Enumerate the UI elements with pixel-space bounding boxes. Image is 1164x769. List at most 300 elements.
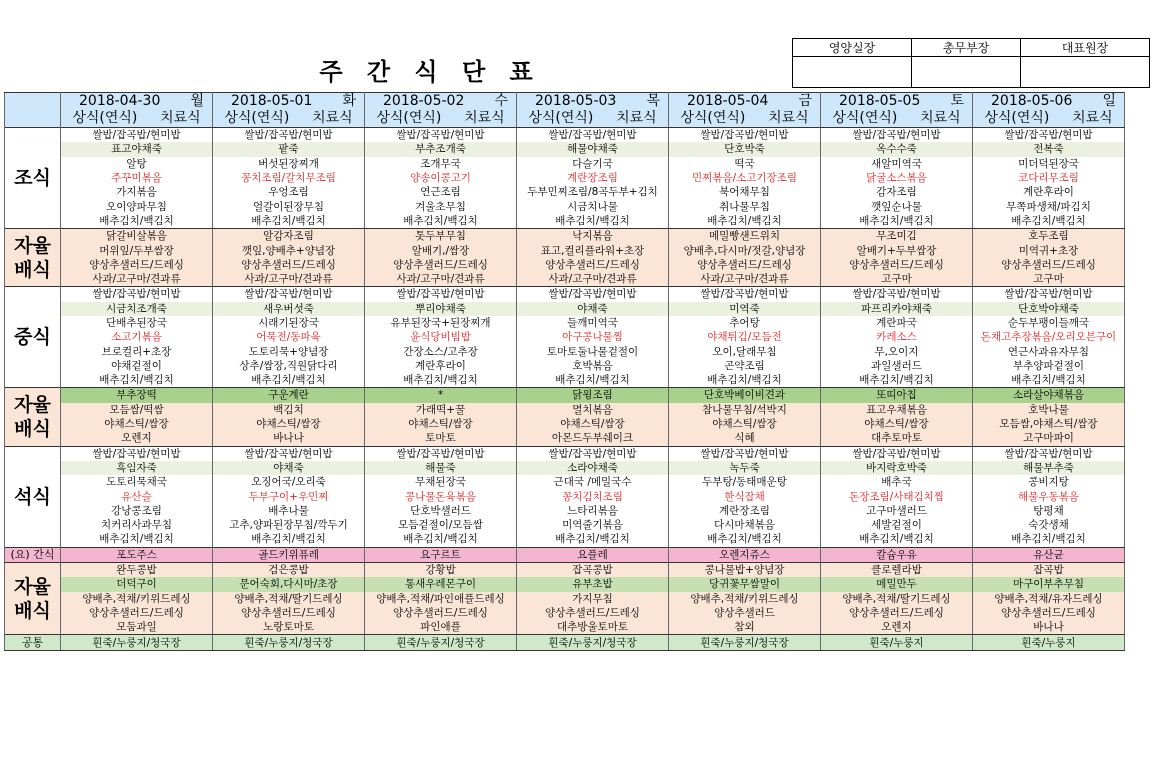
weekday-label: 수 — [494, 93, 508, 109]
diet-type-header — [517, 110, 669, 128]
diet-type-header — [365, 110, 517, 128]
menu-item: 고구마 — [973, 272, 1125, 287]
menu-item: 검은콩밥 — [213, 562, 365, 577]
menu-item: 쌀밥/잡곡밥/현미밥 — [365, 287, 517, 302]
menu-item: 표고,컬리플라워+초장 — [517, 243, 669, 257]
menu-item: 미역죽 — [669, 302, 821, 316]
menu-item: 양상추샐러드/드레싱 — [365, 606, 517, 620]
menu-item: 계란장조림 — [517, 171, 669, 185]
menu-item: 배추김치/백김치 — [821, 214, 973, 229]
menu-item: 칼슘우유 — [821, 547, 973, 562]
menu-item: 표고우채볶음 — [821, 403, 973, 417]
menu-item: 야채스틱/쌈장 — [669, 417, 821, 431]
menu-item: 대추토마토 — [821, 431, 973, 446]
meal-label: 자율배식 — [5, 562, 61, 634]
menu-item: 쌀밥/잡곡밥/현미밥 — [213, 446, 365, 461]
menu-item: 미역귀+초장 — [973, 243, 1125, 257]
menu-item: 배추김치/백김치 — [517, 373, 669, 388]
signature-cell — [1021, 57, 1150, 88]
menu-item: 양상추샐러드/드레싱 — [517, 258, 669, 272]
date-label: 2018-05-04 — [687, 93, 769, 109]
regular-diet-label: 상식(연식) — [528, 110, 594, 126]
menu-item: 유산균 — [973, 547, 1125, 562]
menu-item: 양상추샐러드 — [669, 606, 821, 620]
regular-diet-label: 상식(연식) — [680, 110, 746, 126]
menu-item: 오렌지 — [61, 431, 213, 446]
approval-box — [792, 38, 1150, 88]
menu-item: 새우버섯죽 — [213, 302, 365, 316]
menu-item: 파인애플 — [365, 620, 517, 635]
menu-item: 배추김치/백김치 — [669, 373, 821, 388]
menu-item: 마구이부추무침 — [973, 577, 1125, 591]
menu-item: 사과/고구마/견과류 — [517, 272, 669, 287]
menu-item: 당귀꽃무쌈말이 — [669, 577, 821, 591]
menu-item: 해물우동볶음 — [973, 489, 1125, 503]
menu-item: 느타리볶음 — [517, 504, 669, 518]
menu-item: 배추김치/백김치 — [213, 373, 365, 388]
menu-item: 부추조개죽 — [365, 142, 517, 156]
menu-item: 호박볶음 — [517, 359, 669, 373]
menu-item: 배추김치/백김치 — [669, 532, 821, 547]
menu-item: 오징어국/오리죽 — [213, 475, 365, 489]
menu-item: 고구마파이 — [973, 431, 1125, 446]
menu-item: 쌀밥/잡곡밥/현미밥 — [213, 287, 365, 302]
menu-item: 단호박야채죽 — [973, 302, 1125, 316]
menu-item: 양배추,적채/파인애플드레싱 — [365, 592, 517, 606]
menu-item: 양배추,적채/키위드레싱 — [669, 592, 821, 606]
menu-item: 양배추,적채/키위드레싱 — [61, 592, 213, 606]
menu-item: 소라살야채볶음 — [973, 388, 1125, 403]
regular-diet-label: 상식(연식) — [832, 110, 898, 126]
menu-item: 양배추,적채/딸기드레싱 — [821, 592, 973, 606]
menu-item: 다시마채볶음 — [669, 518, 821, 532]
menu-item: 양상추샐러드/드레싱 — [973, 606, 1125, 620]
menu-item: 양배추,적채/유자드레싱 — [973, 592, 1125, 606]
weekday-label: 일 — [1102, 93, 1116, 109]
menu-item: 해물부추죽 — [973, 461, 1125, 475]
menu-item: 배추김치/백김치 — [517, 214, 669, 229]
menu-item: 단호박베이비견과 — [669, 388, 821, 403]
menu-item: 숙갓생채 — [973, 518, 1125, 532]
menu-item: 고구마 — [821, 272, 973, 287]
therapeutic-diet-label: 치료식 — [464, 110, 505, 126]
menu-item: 야채겉절이 — [61, 359, 213, 373]
menu-item: 쌀밥/잡곡밥/현미밥 — [213, 128, 365, 143]
menu-item: 콩비지탕 — [973, 475, 1125, 489]
menu-item: 파프리카야채죽 — [821, 302, 973, 316]
menu-item: 쌀밥/잡곡밥/현미밥 — [973, 287, 1125, 302]
menu-item: 소고기볶음 — [61, 330, 213, 344]
menu-item: 사과/고구마/견과류 — [61, 272, 213, 287]
menu-item: 꽁치김치조림 — [517, 489, 669, 503]
menu-item: 유부된장국+된장찌개 — [365, 316, 517, 330]
meal-label: 공통 — [5, 635, 61, 650]
menu-item: 구운계란 — [213, 388, 365, 403]
menu-item: 오이,달래무침 — [669, 344, 821, 358]
menu-item: 곤약조림 — [669, 359, 821, 373]
diet-type-header — [973, 110, 1125, 128]
menu-item: 배추김치/백김치 — [821, 532, 973, 547]
menu-item: 흰죽/누룽지/청국장 — [517, 635, 669, 650]
menu-item: 상추/쌈장,직원닭다리 — [213, 359, 365, 373]
menu-item: 토마토둘나물겉절이 — [517, 344, 669, 358]
menu-item: 배추김치/백김치 — [669, 214, 821, 229]
menu-item: 호두조림 — [973, 229, 1125, 244]
menu-item: 배추김치/백김치 — [973, 532, 1125, 547]
menu-item: 조개무국 — [365, 157, 517, 171]
menu-item: 과일샐러드 — [821, 359, 973, 373]
menu-item: 오이양파무침 — [61, 199, 213, 213]
menu-item: 탕평채 — [973, 504, 1125, 518]
menu-item: 가지볶음 — [61, 185, 213, 199]
menu-item: 잡곡콩밥 — [517, 562, 669, 577]
menu-item: 식혜 — [669, 431, 821, 446]
menu-item: 토마토 — [365, 431, 517, 446]
menu-item: 무,오이지 — [821, 344, 973, 358]
menu-item: 감자조림 — [821, 185, 973, 199]
menu-item: 팥죽 — [213, 142, 365, 156]
menu-item: 닭굴소스볶음 — [821, 171, 973, 185]
menu-item: 돈장조림/사태김치찜 — [821, 489, 973, 503]
menu-item: 사과/고구마/견과류 — [669, 272, 821, 287]
menu-item: 부추양파겉절이 — [973, 359, 1125, 373]
menu-item: 배추나물 — [213, 504, 365, 518]
date-label: 2018-05-02 — [383, 93, 465, 109]
menu-item: 알감자조림 — [213, 229, 365, 244]
menu-item: 쌀밥/잡곡밥/현미밥 — [669, 446, 821, 461]
menu-item: 또띠아칩 — [821, 388, 973, 403]
menu-item: 쌀밥/잡곡밥/현미밥 — [821, 287, 973, 302]
menu-item: 흰죽/누룽지/청국장 — [213, 635, 365, 650]
menu-item: 떡국 — [669, 157, 821, 171]
meal-label: 자율배식 — [5, 229, 61, 287]
menu-item: 통새우레몬구이 — [365, 577, 517, 591]
menu-item: 단배추된장국 — [61, 316, 213, 330]
menu-item: 노랑토마토 — [213, 620, 365, 635]
weekday-label: 목 — [646, 93, 660, 109]
menu-item: 오렌지 — [821, 620, 973, 635]
menu-item: 모듬쌈/떡쌈 — [61, 403, 213, 417]
menu-item: 호박나물 — [973, 403, 1125, 417]
menu-item: 시금치조개죽 — [61, 302, 213, 316]
menu-item: 버섯된장찌개 — [213, 157, 365, 171]
menu-item: 배추김치/백김치 — [365, 214, 517, 229]
menu-item: 모듬겉절이/모듬쌈 — [365, 518, 517, 532]
menu-item: 주꾸미볶음 — [61, 171, 213, 185]
menu-item: 모듬쌈,야채스틱/쌈장 — [973, 417, 1125, 431]
menu-item: 윤식당비빔밥 — [365, 330, 517, 344]
menu-item: 무조미김 — [821, 229, 973, 244]
menu-item: 양상추샐러드/드레싱 — [821, 258, 973, 272]
menu-item: 야채스틱/쌈장 — [517, 417, 669, 431]
signature-cell — [793, 57, 912, 88]
menu-item: 배추김치/백김치 — [973, 214, 1125, 229]
menu-item: 브로컬리+초장 — [61, 344, 213, 358]
menu-item: 흰죽/누룽지 — [973, 635, 1125, 650]
menu-item: 계란후라이 — [365, 359, 517, 373]
menu-item: 배추김치/백김치 — [821, 373, 973, 388]
menu-item: 도토리묵+양념장 — [213, 344, 365, 358]
therapeutic-diet-label: 치료식 — [768, 110, 809, 126]
approval-nutrition-head: 영양실장 — [793, 39, 912, 57]
menu-item: 해물죽 — [365, 461, 517, 475]
menu-item: 야채스틱/쌈장 — [821, 417, 973, 431]
menu-item: 사과/고구마/견과류 — [213, 272, 365, 287]
weekly-menu-table — [4, 92, 1125, 651]
menu-item: 쌀밥/잡곡밥/현미밥 — [517, 446, 669, 461]
menu-item: 메밀빵샌드위치 — [669, 229, 821, 244]
menu-item: 북어채무침 — [669, 185, 821, 199]
menu-item: 강낭콩조림 — [61, 504, 213, 518]
therapeutic-diet-label: 치료식 — [1072, 110, 1113, 126]
menu-item: 단호박샐러드 — [365, 504, 517, 518]
menu-item: 꽁치조림/갈치무조림 — [213, 171, 365, 185]
menu-item: 야채죽 — [517, 302, 669, 316]
menu-item: 배추김치/백김치 — [973, 373, 1125, 388]
menu-item: 쌀밥/잡곡밥/현미밥 — [365, 446, 517, 461]
menu-item: 양상추샐러드/드레싱 — [365, 258, 517, 272]
menu-item: 양송이콩고기 — [365, 171, 517, 185]
menu-item: 닭윙조림 — [517, 388, 669, 403]
menu-item: 돈채고추장볶음/오리오븐구이 — [973, 330, 1125, 344]
menu-item: 콩나물돈육볶음 — [365, 489, 517, 503]
menu-item: 요플레 — [517, 547, 669, 562]
menu-item: 잡곡밥 — [973, 562, 1125, 577]
menu-item: 배추국 — [821, 475, 973, 489]
menu-item: 겨울초무침 — [365, 199, 517, 213]
menu-item: 양상추샐러드/드레싱 — [821, 606, 973, 620]
menu-item: 단호박죽 — [669, 142, 821, 156]
date-header — [669, 93, 821, 111]
menu-item: 카레소스 — [821, 330, 973, 344]
menu-item: 흰죽/누룽지/청국장 — [669, 635, 821, 650]
menu-item: 코다리무조림 — [973, 171, 1125, 185]
menu-item: 완두콩밥 — [61, 562, 213, 577]
date-header — [365, 93, 517, 111]
menu-item: 참나물무침/석박지 — [669, 403, 821, 417]
menu-item: 문어숙회,다시마/초장 — [213, 577, 365, 591]
menu-item: 배추김치/백김치 — [365, 532, 517, 547]
regular-diet-label: 상식(연식) — [984, 110, 1050, 126]
menu-item: 아몬드두부쉐이크 — [517, 431, 669, 446]
menu-item: 표고야채죽 — [61, 142, 213, 156]
weekday-label: 화 — [342, 93, 356, 109]
menu-item: 도토리묵채국 — [61, 475, 213, 489]
meal-label: 석식 — [5, 446, 61, 547]
menu-item: 쌀밥/잡곡밥/현미밥 — [669, 287, 821, 302]
meal-label: (요) 간식 — [5, 547, 61, 562]
signature-cell — [912, 57, 1021, 88]
menu-item: 녹두죽 — [669, 461, 821, 475]
menu-item: 한식잡채 — [669, 489, 821, 503]
menu-item: 알탕 — [61, 157, 213, 171]
menu-item: 두부민찌조림/8곡두부+김치 — [517, 185, 669, 199]
menu-item: 쌀밥/잡곡밥/현미밥 — [61, 128, 213, 143]
therapeutic-diet-label: 치료식 — [616, 110, 657, 126]
menu-item: 흑임자죽 — [61, 461, 213, 475]
regular-diet-label: 상식(연식) — [224, 110, 290, 126]
menu-item: 콩나물밥+양념장 — [669, 562, 821, 577]
menu-item: * — [365, 388, 517, 403]
menu-item: 양상추샐러드/드레싱 — [669, 258, 821, 272]
menu-item: 배추김치/백김치 — [365, 373, 517, 388]
page-title: 주 간 식 단 표 — [319, 58, 541, 86]
menu-item: 배추김치/백김치 — [213, 214, 365, 229]
menu-item: 요구르트 — [365, 547, 517, 562]
menu-item: 야채스틱/쌈장 — [365, 417, 517, 431]
menu-item: 가지무침 — [517, 592, 669, 606]
menu-item: 닭갈비살볶음 — [61, 229, 213, 244]
date-header — [517, 93, 669, 111]
menu-item: 옥수수죽 — [821, 142, 973, 156]
menu-item: 양상추샐러드/드레싱 — [61, 606, 213, 620]
menu-item: 연근조림 — [365, 185, 517, 199]
menu-item: 바나나 — [213, 431, 365, 446]
date-header — [213, 93, 365, 111]
menu-item: 쌀밥/잡곡밥/현미밥 — [669, 128, 821, 143]
menu-item: 대추방울토마토 — [517, 620, 669, 635]
date-label: 2018-05-06 — [991, 93, 1073, 109]
menu-item: 쌀밥/잡곡밥/현미밥 — [61, 287, 213, 302]
menu-item: 야채튀김/모듬전 — [669, 330, 821, 344]
menu-item: 순두부팽이들깨국 — [973, 316, 1125, 330]
menu-item: 연근사과유자무침 — [973, 344, 1125, 358]
menu-item: 양상추샐러드/드레싱 — [973, 258, 1125, 272]
menu-item: 우엉조림 — [213, 185, 365, 199]
menu-item: 배추김치/백김치 — [61, 532, 213, 547]
menu-item: 더덕구이 — [61, 577, 213, 591]
approval-director: 대표원장 — [1021, 39, 1150, 57]
menu-item: 치커리사과무침 — [61, 518, 213, 532]
date-header — [61, 93, 213, 111]
menu-item: 계란후라이 — [973, 185, 1125, 199]
menu-item: 낙지볶음 — [517, 229, 669, 244]
therapeutic-diet-label: 치료식 — [160, 110, 201, 126]
menu-item: 새알미역국 — [821, 157, 973, 171]
menu-item: 무채된장국 — [365, 475, 517, 489]
date-label: 2018-05-03 — [535, 93, 617, 109]
menu-item: 간장소스/고추장 — [365, 344, 517, 358]
menu-item: 배추김치/백김치 — [213, 532, 365, 547]
menu-item: 참외 — [669, 620, 821, 635]
menu-item: 깻잎,양배추+양념장 — [213, 243, 365, 257]
menu-item: 양배추,적채/딸기드레싱 — [213, 592, 365, 606]
diet-type-header — [821, 110, 973, 128]
menu-item: 바나나 — [973, 620, 1125, 635]
approval-general-affairs: 총무부장 — [912, 39, 1021, 57]
date-label: 2018-05-01 — [231, 93, 313, 109]
menu-item: 뿌리야채죽 — [365, 302, 517, 316]
menu-item: 쌀밥/잡곡밥/현미밥 — [517, 128, 669, 143]
meal-label: 중식 — [5, 287, 61, 388]
diet-type-header — [669, 110, 821, 128]
date-label: 2018-05-05 — [839, 93, 921, 109]
menu-item: 얼갈이된장무침 — [213, 199, 365, 213]
menu-item: 양상추샐러드/드레싱 — [213, 606, 365, 620]
diet-type-header — [213, 110, 365, 128]
menu-item: 야채스틱/쌈장 — [61, 417, 213, 431]
menu-item: 쌀밥/잡곡밥/현미밥 — [821, 446, 973, 461]
regular-diet-label: 상식(연식) — [72, 110, 138, 126]
menu-item: 양배추,다시마/젓갈,양념장 — [669, 243, 821, 257]
menu-item: 멸치볶음 — [517, 403, 669, 417]
menu-item: 양상추샐러드/드레싱 — [517, 606, 669, 620]
menu-item: 오렌지쥬스 — [669, 547, 821, 562]
menu-item: 머위잎/두부쌈장 — [61, 243, 213, 257]
menu-item: 바지락호박죽 — [821, 461, 973, 475]
menu-item: 양상추샐러드/드레싱 — [61, 258, 213, 272]
menu-item: 계란장조림 — [669, 504, 821, 518]
menu-item: 쌀밥/잡곡밥/현미밥 — [821, 128, 973, 143]
menu-item: 메밀만두 — [821, 577, 973, 591]
menu-item: 쌀밥/잡곡밥/현미밥 — [517, 287, 669, 302]
menu-item: 시금치나물 — [517, 199, 669, 213]
meal-label: 자율배식 — [5, 388, 61, 446]
corner-cell — [5, 93, 61, 128]
menu-item: 두부구이+우민찌 — [213, 489, 365, 503]
menu-item: 깻잎순나물 — [821, 199, 973, 213]
menu-item: 유산슬 — [61, 489, 213, 503]
menu-item: 흰죽/누룽지 — [821, 635, 973, 650]
menu-item: 민찌볶음/소고기장조림 — [669, 171, 821, 185]
menu-item: 사과/고구마/견과류 — [365, 272, 517, 287]
menu-item: 클로렐라밥 — [821, 562, 973, 577]
menu-item: 가래떡+꿀 — [365, 403, 517, 417]
menu-item: 양상추샐러드/드레싱 — [213, 258, 365, 272]
menu-item: 시래기된장국 — [213, 316, 365, 330]
menu-item: 백김치 — [213, 403, 365, 417]
weekday-label: 금 — [798, 93, 812, 109]
menu-item: 강황밥 — [365, 562, 517, 577]
date-header — [973, 93, 1125, 111]
menu-item: 부추장떡 — [61, 388, 213, 403]
menu-item: 취나물무침 — [669, 199, 821, 213]
menu-item: 들깨미역국 — [517, 316, 669, 330]
menu-item: 배추김치/백김치 — [61, 214, 213, 229]
therapeutic-diet-label: 치료식 — [312, 110, 353, 126]
menu-item: 어묵전/동파육 — [213, 330, 365, 344]
menu-item: 미역줄기볶음 — [517, 518, 669, 532]
menu-item: 유부초밥 — [517, 577, 669, 591]
meal-label: 조식 — [5, 128, 61, 229]
menu-item: 포도주스 — [61, 547, 213, 562]
menu-item: 전복죽 — [973, 142, 1125, 156]
menu-item: 배추김치/백김치 — [517, 532, 669, 547]
menu-item: 골드키위퓨레 — [213, 547, 365, 562]
date-label: 2018-04-30 — [79, 93, 161, 109]
menu-item: 아구콩나물찜 — [517, 330, 669, 344]
menu-item: 두부탕/동태매운탕 — [669, 475, 821, 489]
weekday-label: 월 — [190, 93, 204, 109]
weekday-label: 토 — [950, 93, 964, 109]
menu-item: 근대국 /메밀국수 — [517, 475, 669, 489]
menu-item: 야채죽 — [213, 461, 365, 475]
menu-item: 흰죽/누룽지/청국장 — [365, 635, 517, 650]
menu-item: 무쪽파생채/파김치 — [973, 199, 1125, 213]
menu-item: 톳두부무침 — [365, 229, 517, 244]
menu-item: 세발겉절이 — [821, 518, 973, 532]
menu-item: 알배기+두부쌈장 — [821, 243, 973, 257]
menu-item: 배추김치/백김치 — [61, 373, 213, 388]
menu-item: 추어탕 — [669, 316, 821, 330]
menu-item: 알배기,/쌈장 — [365, 243, 517, 257]
menu-item: 다슬기국 — [517, 157, 669, 171]
therapeutic-diet-label: 치료식 — [920, 110, 961, 126]
menu-item: 흰죽/누룽지/청국장 — [61, 635, 213, 650]
menu-item: 쌀밥/잡곡밥/현미밥 — [365, 128, 517, 143]
menu-item: 모둠과일 — [61, 620, 213, 635]
menu-item: 미더덕된장국 — [973, 157, 1125, 171]
